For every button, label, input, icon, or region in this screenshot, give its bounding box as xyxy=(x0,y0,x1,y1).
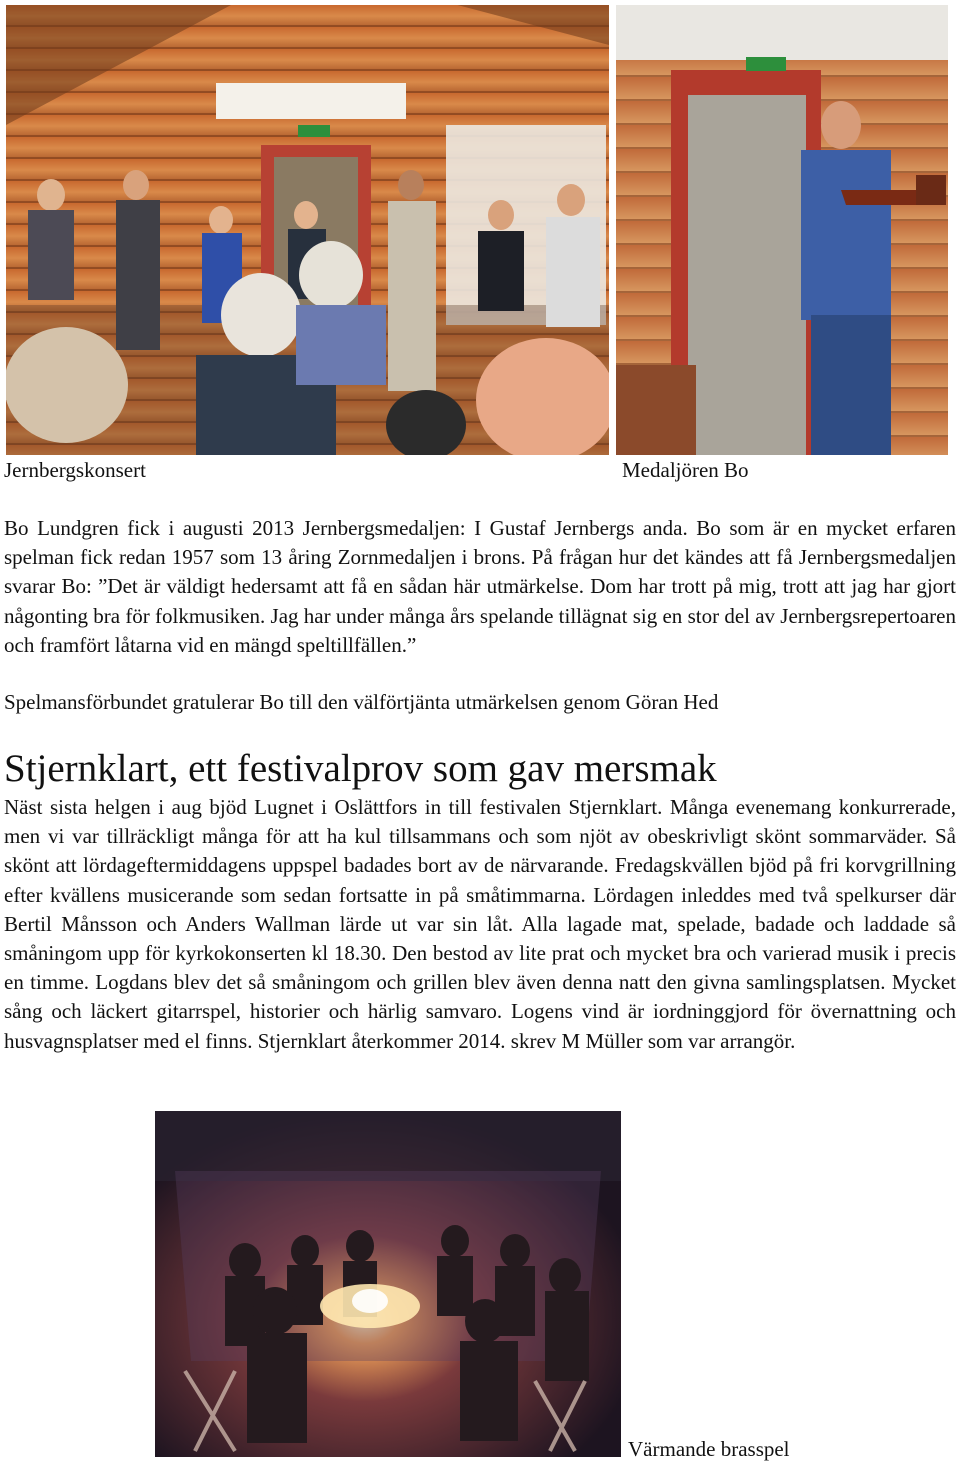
medal-winner-photo xyxy=(616,5,948,455)
festival-article-heading: Stjernklart, ett festivalprov som gav mersmak xyxy=(4,747,717,790)
medal-article-body: Bo Lundgren fick i augusti 2013 Jernbergsmedaljen: I Gustaf Jernbergs anda. Bo som är en mycket erfaren spelman fick redan 1957 som 13 åring Zornmedaljen i brons. På frågan hur det kändes att få Jernbergsmedaljen svarar Bo: ”Det är väldigt hedersamt att få en sådan här utmärkelse. Dom har trott på mig, trott att jag har gjort någonting bra för folkmusiken. Jag har under många års spelande tillägnat sig en stor del av Jernbergsrepertoaren och framfört låtarna vid en mängd speltillfällen.” xyxy=(4,516,956,657)
medal-winner-photo-caption: Medaljören Bo xyxy=(622,458,749,482)
campfire-photo xyxy=(155,1111,621,1457)
concert-photo xyxy=(6,5,609,455)
festival-article-body: Näst sista helgen i aug bjöd Lugnet i Oslättfors in till festivalen Stjernklart. Många evenemang konkurrerade, men vi var tillräckligt många för att ha kul tillsammans och som njöt av obeskrivligt skönt sommarväder. Så skönt att lördageftermiddagens uppspel badades bort av de närvarande. Fredagskvällen bjöd på fri korvgrillning efter kvällens musicerande som sedan fortsatte in på småtimmarna. Lördagen inleddes med två spelkurser där Bertil Månsson och Anders Wallman lärde ut var sin låt. Alla lagade mat, spelade, badade och laddade så småningom upp för kyrkokonserten kl 18.30. Den bestod av lite prat och mycket bra och varierad musik i precis en timme. Logdans blev det så småningom och grillen blev även denna natt den givna samlingsplatsen. Mycket sång och läckert gitarrspel, historier och härlig samvaro. Logens vind är iordninggjord för övernattning och husvagnsplatser med el finns. Stjernklart återkommer 2014. skrev M Müller som var arrangör. xyxy=(4,795,956,1053)
concert-photo-caption: Jernbergskonsert xyxy=(4,458,146,482)
congratulation-line: Spelmansförbundet gratulerar Bo till den välförtjänta utmärkelsen genom Göran Hed xyxy=(4,690,719,714)
campfire-photo-caption: Värmande brasspel xyxy=(628,1437,790,1461)
